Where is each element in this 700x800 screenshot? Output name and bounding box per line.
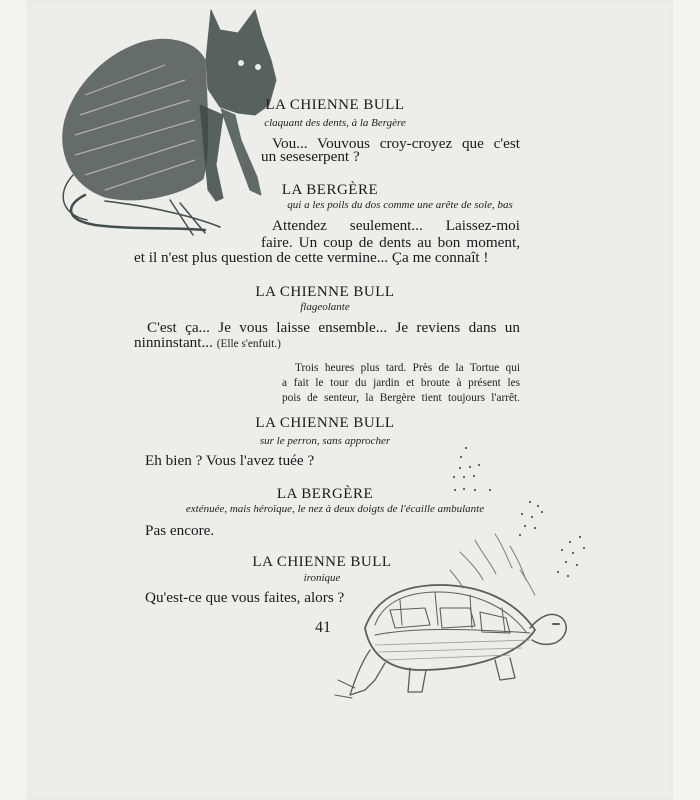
speaker-name: LA CHIENNE BULL — [265, 97, 405, 113]
speaker-name: LA CHIENNE BULL — [252, 554, 392, 570]
stage-direction: qui a les poils du dos comme une arête de sole, bas — [287, 199, 513, 211]
stage-direction: sur le perron, sans approcher — [259, 435, 391, 447]
dialogue-line: Vou... Vouvous croy-croyez que c'est — [272, 135, 520, 152]
stage-direction: exténuée, mais héroïque, le nez à deux doigts de l'écaille ambulante — [185, 503, 485, 515]
stage-direction: flageolante — [300, 301, 350, 313]
dialogue-text: ninninstant... — [134, 334, 213, 351]
stage-direction: ironique — [303, 572, 341, 584]
stage-direction: claquant des dents, à la Bergère — [264, 117, 406, 129]
stage-note-line: Trois heures plus tard. Près de la Tortue qui — [295, 362, 520, 374]
dialogue-line — [134, 333, 281, 352]
speaker-name: LA BERGÈRE — [281, 182, 379, 198]
dialogue-line: Qu'est-ce que vous faites, alors ? — [145, 589, 345, 606]
stage-aside: (Elle s'enfuit.) — [216, 338, 281, 350]
stage-note-line: pois de senteur, la Bergère tient toujours l'arrêt. — [282, 392, 520, 404]
speaker-name: LA CHIENNE BULL — [255, 284, 395, 300]
speaker-name: LA CHIENNE BULL — [255, 415, 395, 431]
dialogue-line: Attendez seulement... Laissez-moi — [272, 217, 520, 234]
dialogue-line: C'est ça... Je vous laisse ensemble... Je reviens dans un — [147, 319, 520, 336]
dialogue-line: Pas encore. — [145, 522, 215, 539]
dialogue-line: et il n'est plus question de cette vermine... Ça me connaît ! — [134, 249, 489, 266]
speaker-name: LA BERGÈRE — [276, 486, 374, 502]
page-number: 41 — [315, 619, 331, 636]
dialogue-line: un seseserpent ? — [261, 148, 360, 165]
dialogue-line: Eh bien ? Vous l'avez tuée ? — [145, 452, 315, 469]
dialogue-line: faire. Un coup de dents au bon moment, — [261, 234, 520, 251]
stage-note-line: a fait le tour du jardin et broute à présent les — [282, 377, 520, 389]
